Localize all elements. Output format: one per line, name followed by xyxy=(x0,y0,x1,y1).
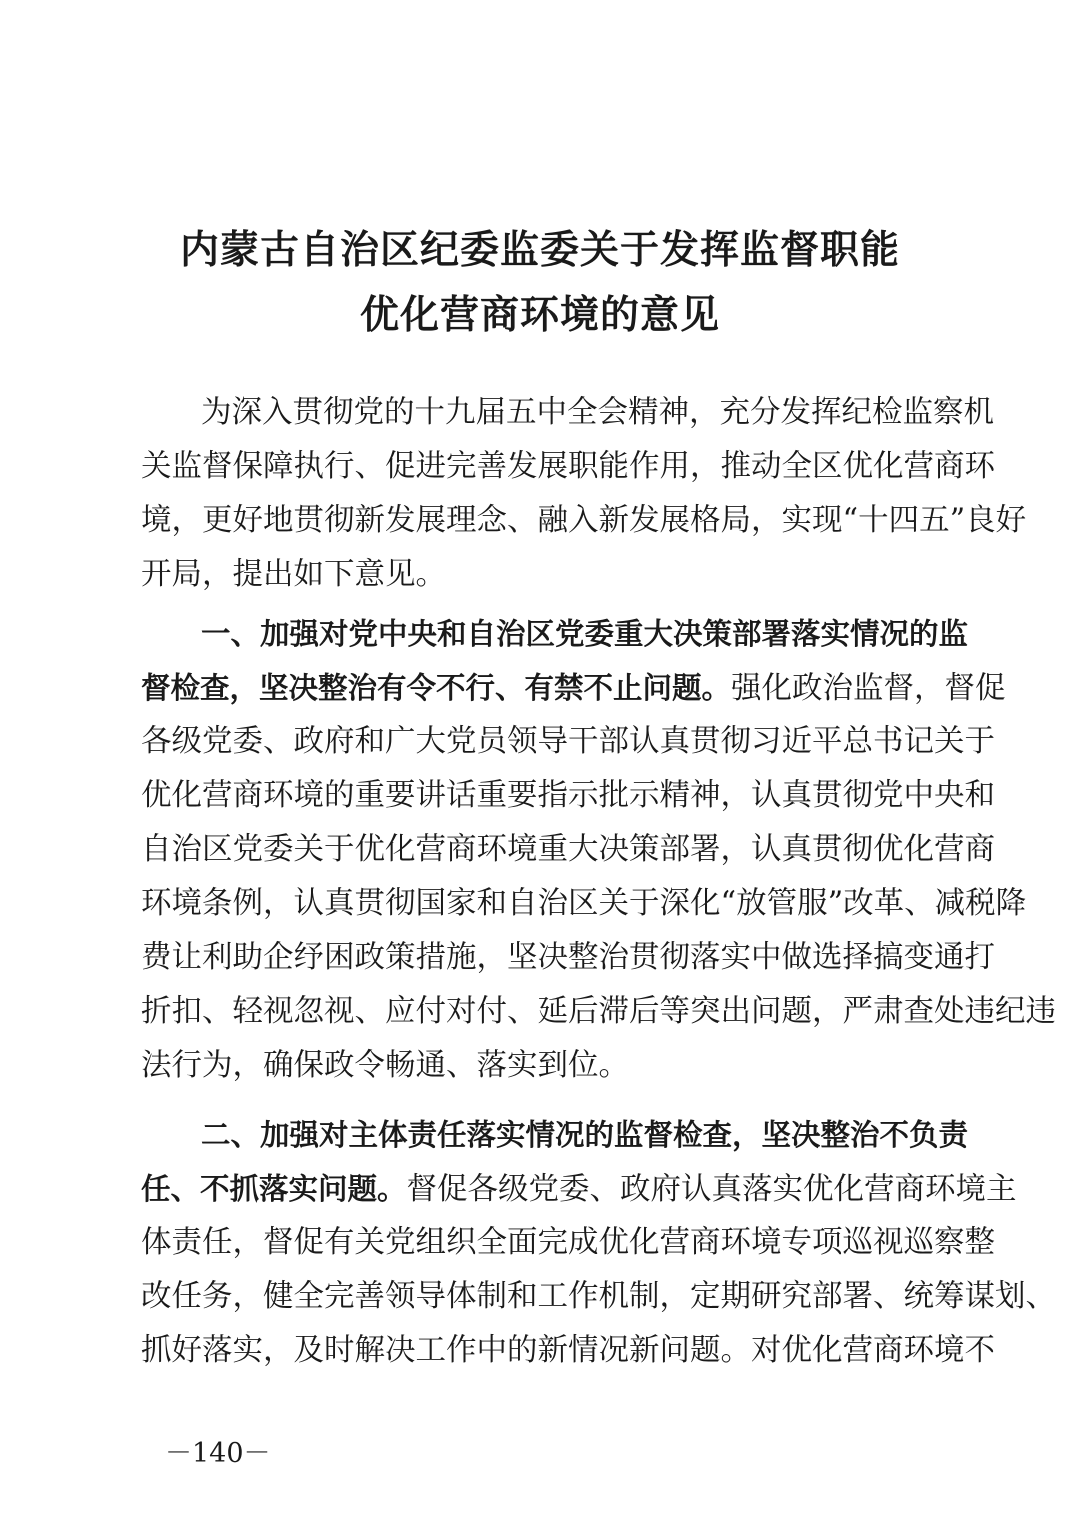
document-title-line-1: 内蒙古自治区纪委监委关于发挥监督职能 xyxy=(179,228,900,273)
body-line xyxy=(141,386,994,440)
body-text: 各级党委、政府和广大党员领导干部认真贯彻习近平总书记关于 xyxy=(141,724,995,759)
page-number: －140－ xyxy=(165,1438,271,1469)
body-line xyxy=(141,1039,941,1093)
section-heading-text: 督检查，坚决整治有令不行、有禁不止问题。 xyxy=(141,671,732,705)
body-text: 优化营商环境的重要讲话重要指示批示精神，认真贯彻党中央和 xyxy=(141,778,995,813)
body-line xyxy=(141,548,941,602)
body-line xyxy=(141,877,1027,931)
body-text: 为深入贯彻党的十九届五中全会精神，充分发挥纪检监察机 xyxy=(201,395,994,430)
body-line xyxy=(141,440,995,494)
section-heading-text: 一、加强对党中央和自治区党委重大决策部署落实情况的监 xyxy=(201,617,969,651)
body-text: 关监督保障执行、促进完善发展职能作用，推动全区优化营商环 xyxy=(141,449,995,484)
body-text: 费让利助企纾困政策措施，坚决整治贯彻落实中做选择搞变通打 xyxy=(141,940,995,975)
body-line xyxy=(141,1216,995,1270)
body-line xyxy=(141,661,1006,715)
body-line xyxy=(141,769,995,823)
section-heading-text: 二、加强对主体责任落实情况的监督检查，坚决整治不负责 xyxy=(201,1118,969,1152)
body-text: 体责任，督促有关党组织全面完成优化营商环境专项巡视巡察整 xyxy=(141,1225,995,1260)
body-text: 强化政治监督，督促 xyxy=(731,671,1006,706)
body-line xyxy=(141,985,1056,1039)
body-line xyxy=(141,1270,1056,1324)
body-line xyxy=(141,715,995,769)
body-line xyxy=(141,1108,969,1162)
body-line xyxy=(141,1162,1017,1216)
body-text: 改任务，健全完善领导体制和工作机制，定期研究部署、统筹谋划、 xyxy=(141,1279,1056,1314)
body-text: 环境条例，认真贯彻国家和自治区关于深化“放管服”改革、减税降 xyxy=(141,886,1027,921)
body-text: 开局，提出如下意见。 xyxy=(141,557,446,592)
body-line xyxy=(141,494,1027,548)
body-text: 折扣、轻视忽视、应付对付、延后滞后等突出问题，严肃查处违纪违 xyxy=(141,994,1056,1029)
body-text: 督促各级党委、政府认真落实优化营商环境主 xyxy=(406,1172,1017,1207)
body-text: 法行为，确保政令畅通、落实到位。 xyxy=(141,1048,629,1083)
body-text: 抓好落实，及时解决工作中的新情况新问题。对优化营商环境不 xyxy=(141,1333,995,1368)
body-line xyxy=(141,1324,995,1378)
section-heading-text: 任、不抓落实问题。 xyxy=(141,1172,407,1206)
body-line xyxy=(141,823,995,877)
body-text: 境，更好地贯彻新发展理念、融入新发展格局，实现“十四五”良好 xyxy=(141,503,1027,538)
body-line xyxy=(141,607,969,661)
body-line xyxy=(141,931,995,985)
body-text: 自治区党委关于优化营商环境重大决策部署，认真贯彻优化营商 xyxy=(141,832,995,867)
document-title-line-2: 优化营商环境的意见 xyxy=(359,293,720,338)
